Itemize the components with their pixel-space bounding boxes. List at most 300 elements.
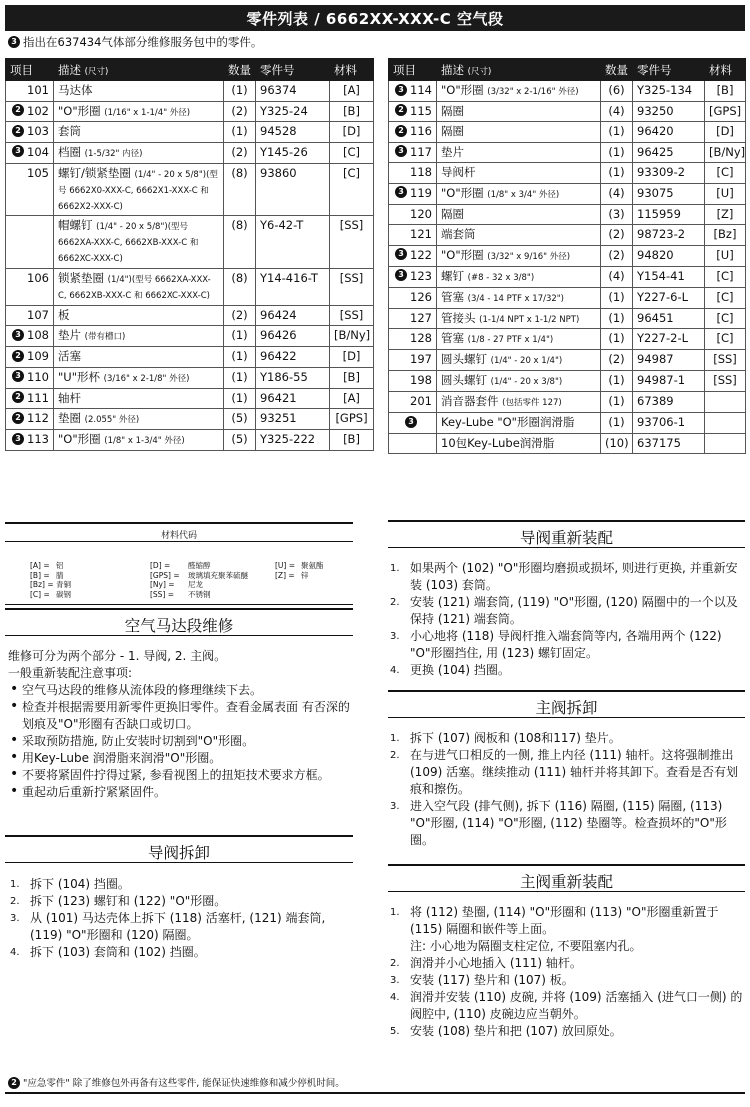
step-number: 2. bbox=[390, 958, 400, 969]
item-cell bbox=[389, 433, 437, 454]
qty-cell: (1) bbox=[601, 142, 633, 163]
table-row bbox=[389, 225, 746, 246]
desc-cell bbox=[437, 81, 601, 102]
header-part: 零件号 bbox=[256, 59, 330, 81]
desc-text: Key-Lube "O"形圈润滑脂 bbox=[441, 415, 575, 429]
item-cell bbox=[6, 142, 54, 163]
step-item bbox=[8, 876, 353, 893]
desc-cell bbox=[437, 392, 601, 413]
part-cell: Y14-416-T bbox=[256, 269, 330, 306]
material-code-row bbox=[275, 571, 324, 581]
table-row bbox=[389, 329, 746, 350]
step-text: 进入空气段 (排气侧), 拆下 (116) 隔圈, (115) 隔圈, (113) "O"形圈, (114) "O"形圈, (112) 垫圈等。检查损坏的"O"形圈。 bbox=[410, 799, 727, 847]
table-row bbox=[389, 392, 746, 413]
item-number: 113 bbox=[27, 432, 49, 447]
main-disassembly-steps bbox=[388, 730, 745, 849]
mat-cell bbox=[705, 433, 746, 454]
item-cell bbox=[389, 308, 437, 329]
desc-text: 垫片 bbox=[58, 328, 81, 343]
item-number: 127 bbox=[410, 310, 432, 325]
desc-text: "O"形圈 bbox=[58, 103, 101, 118]
material-name: 不锈钢 bbox=[188, 589, 211, 599]
item-cell bbox=[389, 287, 437, 308]
part-cell: 96451 bbox=[633, 308, 705, 329]
item-number: 102 bbox=[27, 103, 49, 118]
mat-cell: [SS] bbox=[705, 350, 746, 371]
mat-cell: [D] bbox=[330, 122, 374, 143]
step-number: 1. bbox=[10, 879, 20, 890]
qty-cell: (3) bbox=[601, 204, 633, 225]
mat-cell: [B/Ny] bbox=[705, 142, 746, 163]
desc-size: (1/4" - 20 x 5/8")(型号 6662X0-XXX-C, 6662X1-XXX-C 和 6662X2-XXX-C) bbox=[58, 169, 218, 212]
item-number: 118 bbox=[410, 165, 432, 180]
part-cell: 637175 bbox=[633, 433, 705, 454]
material-name: 聚氨酯 bbox=[301, 561, 324, 570]
mat-cell: [C] bbox=[330, 163, 374, 216]
desc-cell bbox=[54, 269, 224, 306]
marker-3-icon: 3 bbox=[12, 329, 24, 341]
mat-cell: [SS] bbox=[705, 371, 746, 392]
mat-cell: [A] bbox=[330, 81, 374, 102]
desc-size: (1/8" x 3/4" 外径) bbox=[487, 189, 560, 200]
material-code-row bbox=[30, 580, 71, 590]
material-code: [D] = bbox=[150, 561, 171, 570]
step-number: 3. bbox=[390, 801, 400, 812]
item-number: 104 bbox=[27, 144, 49, 159]
header-part: 零件号 bbox=[633, 59, 705, 81]
header-qty: 数量 bbox=[224, 59, 256, 81]
table-row bbox=[6, 101, 374, 122]
desc-text: 隔圈 bbox=[441, 124, 464, 139]
general-bullet-item: • 检查并根据需要用新零件更换旧零件。查看金属表面 有否深的划痕及"O"形圈有否缺口或切口。 bbox=[8, 699, 353, 733]
mat-cell: [B] bbox=[705, 81, 746, 102]
marker-3-icon: 3 bbox=[395, 186, 407, 198]
air-motor-heading: 空气马达段维修 bbox=[5, 608, 353, 636]
qty-cell: (1) bbox=[601, 413, 633, 434]
pilot-disassembly-steps bbox=[8, 876, 353, 961]
subtitle-text: 指出在637434气体部分维修服务包中的零件。 bbox=[23, 35, 263, 49]
material-name: 尼龙 bbox=[188, 580, 203, 589]
table-row bbox=[6, 216, 374, 269]
desc-size: (1-1/4 NPT x 1-1/2 NPT) bbox=[479, 314, 580, 325]
part-cell: 115959 bbox=[633, 204, 705, 225]
desc-text: 管接头 bbox=[441, 310, 476, 325]
part-cell: Y6-42-T bbox=[256, 216, 330, 269]
item-number: 112 bbox=[27, 411, 49, 426]
part-cell: 93860 bbox=[256, 163, 330, 216]
item-number: 106 bbox=[27, 271, 49, 286]
item-cell bbox=[6, 388, 54, 409]
part-cell: 96374 bbox=[256, 81, 330, 102]
desc-cell bbox=[54, 101, 224, 122]
header-desc-size: (尺寸) bbox=[467, 66, 492, 77]
table-row bbox=[6, 269, 374, 306]
qty-cell: (6) bbox=[601, 81, 633, 102]
general-bullet-item: • 用Key-Lube 润滑脂来润滑"O"形圈。 bbox=[8, 750, 353, 767]
item-cell bbox=[6, 367, 54, 388]
item-number: 126 bbox=[410, 289, 432, 304]
part-cell: Y227-6-L bbox=[633, 287, 705, 308]
parts-table-right bbox=[388, 58, 746, 454]
mat-cell bbox=[705, 413, 746, 434]
table-row bbox=[6, 347, 374, 368]
part-cell: Y145-26 bbox=[256, 142, 330, 163]
material-code: [Bz] = bbox=[30, 580, 54, 589]
item-cell bbox=[389, 142, 437, 163]
material-codes-col2 bbox=[150, 561, 248, 599]
item-cell bbox=[389, 81, 437, 102]
item-cell bbox=[389, 225, 437, 246]
mat-cell: [GPS] bbox=[705, 101, 746, 122]
marker-2-icon: 2 bbox=[395, 104, 407, 116]
table-row bbox=[6, 326, 374, 347]
material-name: 醛缩醇 bbox=[188, 561, 211, 570]
part-cell: 96425 bbox=[633, 142, 705, 163]
step-number: 4. bbox=[10, 947, 20, 958]
marker-3-icon: 3 bbox=[395, 84, 407, 96]
desc-text: 螺钉/锁紧垫圈 bbox=[58, 165, 131, 180]
step-text: 如果两个 (102) "O"形圈均磨损或损坏, 则进行更换, 并重新安装 (103) 套筒。 bbox=[410, 561, 738, 592]
mat-cell: [Bz] bbox=[705, 225, 746, 246]
desc-text: 管塞 bbox=[441, 331, 464, 346]
item-number: 197 bbox=[410, 352, 432, 367]
part-cell: 93309-2 bbox=[633, 163, 705, 184]
step-text: 更换 (104) 挡圈。 bbox=[410, 663, 510, 677]
parts-table-right-body bbox=[389, 81, 746, 454]
item-cell bbox=[389, 329, 437, 350]
main-reassembly-steps bbox=[388, 904, 745, 1040]
step-number: 5. bbox=[390, 1026, 400, 1037]
mat-cell: [A] bbox=[330, 388, 374, 409]
desc-text: 马达体 bbox=[58, 83, 93, 97]
step-number: 2. bbox=[390, 597, 400, 608]
table-row bbox=[389, 287, 746, 308]
qty-cell: (1) bbox=[224, 326, 256, 347]
step-number: 1. bbox=[390, 733, 400, 744]
table-row bbox=[389, 433, 746, 454]
marker-2-icon: 2 bbox=[12, 391, 24, 403]
material-code-row bbox=[275, 561, 324, 571]
item-number: 116 bbox=[410, 124, 432, 139]
table-row bbox=[389, 81, 746, 102]
marker-3-icon: 3 bbox=[12, 145, 24, 157]
desc-cell bbox=[437, 433, 601, 454]
desc-size: (1/4" - 20 x 5/8")(型号 6662XA-XXX-C, 6662XB-XXX-C 和 6662XC-XXX-C) bbox=[58, 222, 199, 265]
footnote-text: "应急零件" 除了维修包外再备有这些零件, 能保证快速维修和减少停机时间。 bbox=[23, 1078, 345, 1089]
table-row bbox=[389, 371, 746, 392]
material-code-row bbox=[30, 561, 71, 571]
desc-cell bbox=[54, 430, 224, 451]
footer-rule bbox=[5, 1092, 745, 1094]
item-number: 128 bbox=[410, 331, 432, 346]
desc-size: (3/32" x 2-1/16" 外径) bbox=[487, 87, 579, 97]
table-row bbox=[389, 122, 746, 143]
qty-cell: (8) bbox=[224, 163, 256, 216]
marker-3-icon: 3 bbox=[8, 36, 20, 48]
desc-text: 隔圈 bbox=[441, 206, 464, 221]
part-cell: Y325-134 bbox=[633, 81, 705, 102]
desc-cell bbox=[54, 388, 224, 409]
part-cell: 93250 bbox=[633, 101, 705, 122]
qty-cell: (2) bbox=[601, 350, 633, 371]
qty-cell: (1) bbox=[224, 122, 256, 143]
step-note: 注: 小心地为隔圈支柱定位, 不要阻塞内孔。 bbox=[410, 939, 642, 953]
step-item bbox=[8, 910, 353, 944]
desc-text: 垫圈 bbox=[58, 411, 81, 426]
qty-cell: (1) bbox=[224, 388, 256, 409]
marker-2-icon: 2 bbox=[395, 125, 407, 137]
desc-cell bbox=[437, 122, 601, 143]
qty-cell: (1) bbox=[601, 371, 633, 392]
item-number: 121 bbox=[410, 227, 432, 242]
table-row bbox=[389, 350, 746, 371]
general-bullet-item: • 不要将紧固件拧得过紧, 参看视图上的扭矩技术要求方框。 bbox=[8, 767, 353, 784]
material-name: 腈 bbox=[56, 570, 64, 580]
item-number: 109 bbox=[27, 349, 49, 364]
part-cell: 94987 bbox=[633, 350, 705, 371]
qty-cell: (8) bbox=[224, 216, 256, 269]
main-disassembly-heading: 主阀拆卸 bbox=[388, 690, 745, 718]
qty-cell: (2) bbox=[224, 101, 256, 122]
marker-2-icon: 2 bbox=[12, 104, 24, 116]
item-cell bbox=[389, 183, 437, 204]
item-number: 117 bbox=[410, 144, 432, 159]
table-row bbox=[389, 308, 746, 329]
desc-size: (1/4" - 20 x 3/8") bbox=[490, 377, 563, 388]
air-motor-body bbox=[8, 648, 353, 801]
table-row bbox=[389, 163, 746, 184]
header-item: 项目 bbox=[389, 59, 437, 81]
desc-cell bbox=[437, 204, 601, 225]
mat-cell: [C] bbox=[705, 308, 746, 329]
step-text: 安装 (108) 垫片和把 (107) 放回原处。 bbox=[410, 1024, 622, 1038]
qty-cell: (1) bbox=[601, 329, 633, 350]
material-code: [Ny] = bbox=[150, 580, 175, 589]
desc-size: (1/4" - 20 x 1/4") bbox=[490, 356, 563, 367]
desc-size: (1/8 - 27 PTF x 1/4") bbox=[467, 335, 554, 346]
desc-size: (带有槽口) bbox=[84, 332, 126, 343]
item-number: 111 bbox=[27, 390, 49, 405]
desc-cell bbox=[54, 347, 224, 368]
parts-table-left bbox=[5, 58, 374, 451]
marker-2-icon: 2 bbox=[12, 412, 24, 424]
material-code-row bbox=[150, 590, 248, 600]
material-code-row bbox=[150, 571, 248, 581]
desc-text: "O"形圈 bbox=[441, 247, 484, 262]
part-cell: 94528 bbox=[256, 122, 330, 143]
desc-cell bbox=[437, 287, 601, 308]
desc-cell bbox=[437, 101, 601, 122]
item-cell bbox=[6, 81, 54, 102]
part-cell: 94987-1 bbox=[633, 371, 705, 392]
part-cell: 93706-1 bbox=[633, 413, 705, 434]
qty-cell: (1) bbox=[224, 81, 256, 102]
mat-cell: [C] bbox=[705, 266, 746, 287]
main-reassembly-heading: 主阀重新装配 bbox=[388, 864, 745, 892]
table-row bbox=[389, 413, 746, 434]
qty-cell: (2) bbox=[224, 142, 256, 163]
part-cell: 96421 bbox=[256, 388, 330, 409]
desc-cell bbox=[54, 367, 224, 388]
step-item bbox=[388, 594, 745, 628]
step-item bbox=[8, 944, 353, 961]
desc-size: (3/32" x 9/16" 外径) bbox=[487, 251, 571, 262]
step-number: 4. bbox=[390, 992, 400, 1003]
desc-cell bbox=[437, 350, 601, 371]
step-text: 拆下 (104) 挡圈。 bbox=[30, 877, 130, 891]
item-number: 105 bbox=[27, 165, 49, 180]
item-cell bbox=[389, 163, 437, 184]
table-row bbox=[389, 183, 746, 204]
part-cell: 67389 bbox=[633, 392, 705, 413]
mat-cell: [SS] bbox=[330, 216, 374, 269]
desc-text: 10包Key-Lube润滑脂 bbox=[441, 435, 555, 450]
step-item bbox=[388, 1023, 745, 1040]
item-cell bbox=[6, 409, 54, 430]
item-number: 107 bbox=[27, 307, 49, 322]
step-item bbox=[388, 662, 745, 679]
desc-text: "U"形杯 bbox=[58, 369, 100, 384]
table-row bbox=[6, 142, 374, 163]
table-row bbox=[389, 245, 746, 266]
item-cell bbox=[6, 269, 54, 306]
item-cell bbox=[6, 305, 54, 326]
material-code: [B] = bbox=[30, 570, 50, 580]
mat-cell: [B] bbox=[330, 101, 374, 122]
desc-text: 端套筒 bbox=[441, 227, 476, 242]
item-number: 108 bbox=[27, 328, 49, 343]
part-cell: Y186-55 bbox=[256, 367, 330, 388]
step-number: 1. bbox=[390, 563, 400, 574]
material-code: [A] = bbox=[30, 561, 50, 570]
desc-cell bbox=[437, 245, 601, 266]
desc-text: 活塞 bbox=[58, 349, 81, 364]
desc-text: 导阀杆 bbox=[441, 165, 476, 180]
table-row bbox=[389, 266, 746, 287]
item-cell bbox=[389, 392, 437, 413]
desc-text: 螺钉 bbox=[441, 268, 464, 283]
step-number: 2. bbox=[390, 750, 400, 761]
part-cell: Y154-41 bbox=[633, 266, 705, 287]
general-bullet-item: • 重起动后重新拧紧紧固件。 bbox=[8, 784, 353, 801]
marker-3-icon: 3 bbox=[12, 433, 24, 445]
desc-cell bbox=[437, 371, 601, 392]
part-cell: 93075 bbox=[633, 183, 705, 204]
qty-cell: (1) bbox=[224, 347, 256, 368]
desc-cell bbox=[54, 122, 224, 143]
table-row bbox=[6, 409, 374, 430]
desc-text: "O"形圈 bbox=[441, 83, 484, 97]
desc-cell bbox=[54, 216, 224, 269]
table-row bbox=[389, 204, 746, 225]
desc-cell bbox=[54, 409, 224, 430]
desc-text: "O"形圈 bbox=[58, 432, 101, 447]
qty-cell: (5) bbox=[224, 430, 256, 451]
desc-size: (1/4")(型号 6662XA-XXX-C, 6662XB-XXX-C 和 6662XC-XXX-C) bbox=[58, 275, 211, 302]
mat-cell: [C] bbox=[705, 287, 746, 308]
item-number: 115 bbox=[410, 103, 432, 118]
desc-cell bbox=[54, 326, 224, 347]
qty-cell: (2) bbox=[601, 245, 633, 266]
table-row bbox=[6, 430, 374, 451]
material-codes-title: 材料代码 bbox=[5, 522, 353, 542]
step-number: 3. bbox=[10, 913, 20, 924]
material-name: 碳钢 bbox=[56, 589, 71, 599]
mat-cell: [C] bbox=[705, 163, 746, 184]
header-item: 项目 bbox=[6, 59, 54, 81]
qty-cell: (1) bbox=[601, 122, 633, 143]
part-cell: 98723-2 bbox=[633, 225, 705, 246]
desc-text: "O"形圈 bbox=[441, 185, 484, 200]
step-text: 安装 (117) 垫片和 (107) 板。 bbox=[410, 973, 574, 987]
qty-cell: (4) bbox=[601, 183, 633, 204]
qty-cell: (10) bbox=[601, 433, 633, 454]
step-number: 3. bbox=[390, 631, 400, 642]
qty-cell: (8) bbox=[224, 269, 256, 306]
table-row bbox=[389, 142, 746, 163]
header-desc bbox=[54, 59, 224, 81]
material-code: [SS] = bbox=[150, 589, 175, 599]
item-number: 122 bbox=[410, 247, 432, 262]
material-code: [U] = bbox=[275, 561, 296, 570]
material-code: [GPS] = bbox=[150, 570, 180, 580]
header-desc-size: (尺寸) bbox=[84, 66, 109, 77]
material-name: 锌 bbox=[301, 570, 309, 580]
item-cell bbox=[389, 245, 437, 266]
desc-size: (3/16" x 2-1/8" 外径) bbox=[103, 373, 190, 384]
material-code: [Z] = bbox=[275, 570, 295, 580]
qty-cell: (1) bbox=[601, 287, 633, 308]
material-name: 青铜 bbox=[56, 580, 71, 589]
qty-cell: (1) bbox=[224, 367, 256, 388]
qty-cell: (4) bbox=[601, 101, 633, 122]
step-number: 2. bbox=[10, 896, 20, 907]
marker-3-icon: 3 bbox=[395, 145, 407, 157]
marker-3-icon: 3 bbox=[395, 248, 407, 260]
item-cell bbox=[389, 266, 437, 287]
material-code-row bbox=[150, 561, 248, 571]
header-mat: 材料 bbox=[330, 59, 374, 81]
header-qty: 数量 bbox=[601, 59, 633, 81]
part-cell: 93251 bbox=[256, 409, 330, 430]
desc-size: (1/8" x 1-3/4" 外径) bbox=[104, 436, 185, 447]
desc-size: (#8 - 32 x 3/8") bbox=[467, 272, 535, 283]
header-desc-label: 描述 bbox=[58, 62, 81, 77]
mat-cell: [Z] bbox=[705, 204, 746, 225]
desc-size: (1-5/32" 内径) bbox=[84, 148, 143, 159]
step-text: 从 (101) 马达壳体上拆下 (118) 活塞杆, (121) 端套筒, (119) "O"形圈和 (120) 隔圈。 bbox=[30, 911, 326, 942]
step-number: 4. bbox=[390, 665, 400, 676]
part-cell: 96422 bbox=[256, 347, 330, 368]
item-number: 101 bbox=[27, 83, 49, 97]
item-number: 198 bbox=[410, 373, 432, 388]
material-code-row bbox=[150, 580, 248, 590]
qty-cell: (1) bbox=[601, 308, 633, 329]
table-row bbox=[6, 163, 374, 216]
step-item bbox=[388, 798, 745, 849]
desc-cell bbox=[437, 142, 601, 163]
footnote bbox=[8, 1075, 345, 1090]
part-cell: 96426 bbox=[256, 326, 330, 347]
step-item bbox=[388, 989, 745, 1023]
step-number: 3. bbox=[390, 975, 400, 986]
step-text: 拆下 (103) 套筒和 (102) 挡圈。 bbox=[30, 945, 206, 959]
item-cell bbox=[389, 101, 437, 122]
mat-cell: [D] bbox=[330, 347, 374, 368]
desc-cell bbox=[437, 266, 601, 287]
table-row bbox=[6, 305, 374, 326]
item-number: 123 bbox=[410, 268, 432, 283]
